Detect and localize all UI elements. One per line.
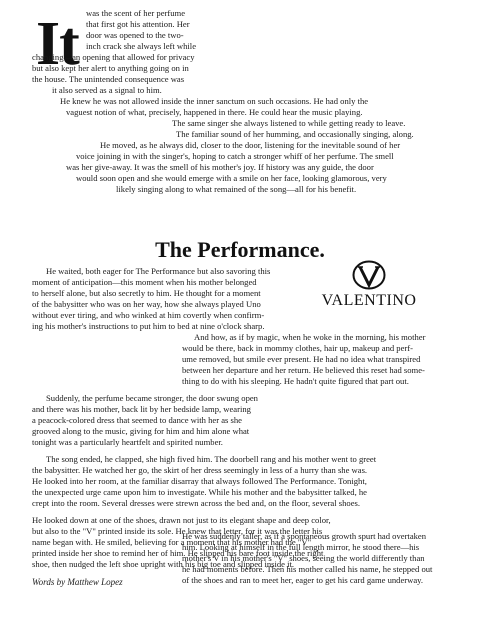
drop-cap: It	[36, 10, 79, 78]
body-line: the unexpected urge came upon him to investigate. While his mother and the babysitter talked, he	[32, 487, 367, 497]
body-line: printed inside her shoe to remind her of him. He slipped his bare foot inside the right	[32, 548, 324, 558]
body-line: crept into the room. Several dresses were strewn across the bed and, on the floor, several shoes.	[32, 498, 361, 508]
body-line: name began with. He smiled, believing for a moment that his mother had the "V"	[32, 537, 312, 547]
body-line: He knew he was not allowed inside the inner sanctum on such occasions. He had only the	[60, 96, 369, 106]
body-line: He looked down at one of the shoes, drawn not just to its elegant shape and deep color,	[32, 515, 331, 525]
body-line: but also to the "V" printed inside its sole. He knew that letter, for it was the letter his	[32, 526, 323, 536]
body-line: the house. The unintended consequence was	[32, 74, 185, 84]
body-line: Suddenly, the perfume became stronger, the door swung open	[46, 393, 258, 403]
body-line: thing to do with his sleeping. He hadn't quite figured that part out.	[182, 376, 409, 386]
body-line: was the scent of her perfume	[86, 8, 186, 18]
brand-wordmark: VALENTINO	[321, 292, 417, 309]
body-line: And how, as if by magic, when he woke in the morning, his mother	[194, 332, 426, 342]
body-line: The same singer she always listened to while getting ready to leave.	[172, 118, 406, 128]
body-line: but also kept her alert to anything going on in	[32, 63, 189, 73]
body-line: The song ended, he clapped, she high fived him. The doorbell rang and his mother went to greet	[46, 454, 377, 464]
body-line: that first got his attention. Her	[86, 19, 190, 29]
body-line: He looked into her room, at the familiar disarray that always followed The Performance. Tonight,	[32, 476, 367, 486]
body-line: inch crack she always left while	[86, 41, 197, 51]
body-line: mother's V in his mother's "V" shoes, seeing the world differently than	[182, 553, 425, 563]
body-line: likely singing along to what remained of the song—all for his benefit.	[116, 184, 357, 194]
brand-logo	[316, 260, 422, 312]
body-line: He was suddenly taller, as if a spontaneous growth spurt had overtaken	[182, 531, 427, 541]
body-line: it also served as a signal to him.	[52, 85, 162, 95]
body-line: would soon open and she would emerge with a smile on her face, looking glamorous, very	[76, 173, 387, 183]
body-line: tonight was a particularly heartfelt and spirited number.	[32, 437, 223, 447]
body-line: and there was his mother, back lit by her bedside lamp, wearing	[32, 404, 251, 414]
byline: Words by Matthew Lopez	[32, 577, 123, 587]
body-line: vaguest notion of what, precisely, happened in there. He could hear the music playing.	[66, 107, 363, 117]
body-line: him. Looking at himself in the full length mirror, he stood there—his	[182, 542, 420, 552]
body-line: the babysitter. He watched her go, the skirt of her dress seemingly in less of a hurry than she was.	[32, 465, 368, 475]
body-line: between her departure and her return. He believed this reset had some-	[182, 365, 425, 375]
body-line: of the babysitter who was on her way, how she always played Uno	[32, 299, 261, 309]
body-line: grooved along to the music, giving for him and him alone what	[32, 426, 250, 436]
body-line: ume removed, but smile ever present. He had no idea what transpired	[182, 354, 421, 364]
body-line: moment of anticipation—this moment when his mother belonged	[32, 277, 257, 287]
body-line: voice joining in with the singer's, hoping to catch a stronger whiff of her perfume. The smell	[76, 151, 394, 161]
body-line: without ever tiring, and who winked at him covertly when confirm-	[32, 310, 265, 320]
body-line: ing his mother's instructions to put him to bed at nine o'clock sharp.	[32, 321, 265, 331]
body-line: changing—an opening that allowed for privacy	[32, 52, 195, 62]
body-line: he had moments before. Then his mother called his name, he stepped out	[182, 564, 433, 574]
section-heading: The Performance.	[155, 237, 325, 262]
body-line: a peacock-colored dress that seemed to dance with her as she	[32, 415, 242, 425]
body-line: would be there, back in mommy clothes, hair up, makeup and perf-	[182, 343, 414, 353]
body-line: was her give-away. It was the smell of his mother's joy. If history was any guide, the door	[66, 162, 374, 172]
body-line: door was opened to the two-	[86, 30, 184, 40]
body-line: He waited, both eager for The Performance but also savoring this	[46, 266, 271, 276]
v-logo-icon	[352, 260, 386, 290]
body-line: He moved, as he always did, closer to the door, listening for the inevitable sound of her	[100, 140, 401, 150]
body-line: shoe, then nudged the left shoe upright with his big toe and slipped inside it.	[32, 559, 295, 569]
body-line: of the shoes and ran to meet her, eager to get his card game underway.	[182, 575, 424, 585]
body-line: to herself alone, but also secretly to him. He thought for a moment	[32, 288, 261, 298]
body-line: The familiar sound of her humming, and occasionally singing, along.	[176, 129, 414, 139]
